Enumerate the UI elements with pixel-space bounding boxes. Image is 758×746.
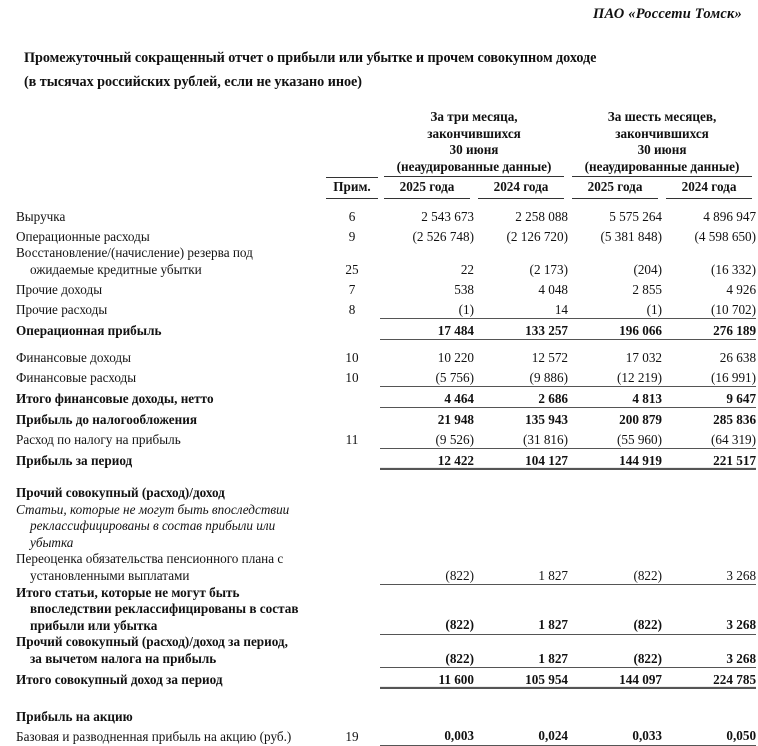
row-value: 2 543 673 [421,208,474,224]
row-value: 4 926 [726,282,757,298]
row-value: (822) [380,551,474,584]
row-value: 276 189 [662,319,756,340]
row-label: Выручка [16,208,66,224]
table-row-subtotal [16,319,756,340]
row-label-line1: Переоценка обязательства пенсионного плана с [16,551,284,567]
table-row [16,346,756,366]
company-name: ПАО «Россети Томск» [592,6,742,22]
row-value [474,502,568,552]
header-col-6m-2025 [568,177,662,199]
row-value: (5 381 848) [600,228,663,244]
row-value: 17 032 [625,350,663,365]
row-value [474,705,568,725]
row-value: 104 127 [474,449,568,470]
header-col-3m-2024 [474,177,568,199]
table-header [16,109,756,205]
table-row-eps [16,725,756,745]
row-label-line2: ожидаемые кредитные убытки [30,261,202,277]
row-value: 2 686 [474,387,568,408]
header-col-label: 2025 года [384,179,470,199]
row-note: 7 [348,282,356,298]
row-value: 4 813 [568,387,662,408]
row-value: (16 991) [662,367,756,387]
row-note [324,387,380,408]
row-value: (2 526 748) [412,228,474,244]
row-value: 196 066 [568,319,662,340]
row-note: 19 [345,728,359,744]
row-label-line2: установленными выплатами [30,568,190,584]
row-label-line3: прибыли или убытка [30,617,158,633]
row-label-line2: реклассифицированы в состав прибыли или [30,518,276,534]
row-value: 200 879 [619,412,663,428]
row-value: 4 464 [380,387,474,408]
row-label-line1: Восстановление/(начисление) резерва под [16,245,253,261]
table-row-subtotal [16,634,756,667]
row-label: Итого совокупный доход за период [16,672,223,687]
row-value: 3 268 [662,634,756,667]
row-value: 133 257 [474,319,568,340]
group-line-4: (неаудированные данные) [572,159,752,178]
row-value: 221 517 [662,449,756,470]
row-value: (822) [568,551,662,584]
group-line-4: (неаудированные данные) [384,159,564,178]
row-value: (31 816) [474,429,568,449]
spacer-row [16,470,756,482]
row-value: 105 954 [474,668,568,689]
header-note-label: Прим. [326,177,378,199]
row-label-line1: Статьи, которые не могут быть впоследствии [16,501,290,517]
row-value: (1) [568,299,662,319]
group-line-3: 30 июня [637,142,687,158]
row-value [380,705,474,725]
table-row-subtotal [16,585,756,635]
table-row [16,279,756,299]
row-note: 11 [345,432,359,448]
header-group-six-months [568,109,756,177]
table-row [16,429,756,449]
row-value: 11 600 [380,668,474,689]
row-value: (1) [380,299,474,319]
row-value: (9 526) [380,429,474,449]
group-line-1: За три месяца, [430,109,518,124]
row-label: Базовая и разводненная прибыль на акцию (руб.) [16,728,292,744]
table-row [16,551,756,584]
row-value: 5 575 264 [609,208,663,224]
table-row [16,225,756,245]
row-value: 10 220 [437,350,474,365]
row-note [324,481,380,501]
header-col-label: 2024 года [666,179,752,199]
table-row [16,367,756,387]
row-value [474,481,568,501]
header-column-row [16,177,756,199]
row-value: (16 332) [710,261,757,277]
row-value: 144 919 [568,449,662,470]
row-label-wrapped [16,245,324,278]
row-value: 22 [460,261,474,277]
header-spacer-note [324,109,380,177]
row-value: 14 [474,299,568,319]
row-note [324,585,380,635]
group-line-2: закончившихся [615,125,709,141]
header-group-three-months [380,109,568,177]
row-value [662,705,756,725]
header-col-3m-2025 [380,177,474,199]
row-label: Итого финансовые доходы, нетто [16,391,214,407]
row-value: 538 [454,282,474,298]
row-note [324,634,380,667]
header-spacer [16,109,324,177]
row-value: 135 943 [525,412,569,428]
row-note: 9 [348,228,356,244]
row-value: 1 827 [474,585,568,635]
row-value: 0,050 [662,725,756,745]
row-label: Прибыль на акцию [16,708,133,724]
row-value: (5 756) [380,367,474,387]
row-value [380,502,474,552]
table-body [16,205,756,746]
row-value [380,481,474,501]
row-value: 4 896 947 [703,208,757,224]
table-row-subtotal [16,408,756,429]
row-value [568,481,662,501]
header-col-label: 2024 года [478,179,564,199]
row-value: (4 598 650) [694,228,757,244]
row-value: (12 219) [568,367,662,387]
header-col-label: 2025 года [572,179,658,199]
page-subtitle: (в тысячах российских рублей, если не указано иное) [24,74,362,90]
row-value: 2 258 088 [515,208,569,224]
row-value: 4 048 [538,282,569,298]
row-label: Прочие доходы [16,282,103,298]
row-note [324,408,380,429]
row-value: 224 785 [662,668,756,689]
row-note [324,551,380,584]
row-value: (64 319) [662,429,756,449]
row-note [324,668,380,689]
row-label: Расход по налогу на прибыль [16,432,181,448]
row-label-wrapped [16,551,324,584]
table-row [16,245,756,278]
row-label-line1: Итого статьи, которые не могут быть [16,584,240,600]
row-value: (10 702) [662,299,756,319]
row-value: 26 638 [719,350,757,365]
row-value: 12 572 [531,350,569,365]
row-value [568,502,662,552]
row-value: 17 484 [380,319,474,340]
row-note: 10 [345,350,359,365]
group-line-2: закончившихся [427,125,521,141]
row-note: 8 [348,302,356,318]
row-label-line1: Прочий совокупный (расход)/доход за период, [16,634,288,650]
table-row-section-heading [16,481,756,501]
row-value [662,502,756,552]
row-value: (822) [380,634,474,667]
row-label: Финансовые доходы [16,350,131,365]
row-label: Финансовые расходы [16,370,137,386]
table-row-total [16,449,756,470]
row-label: Операционная прибыль [16,323,162,339]
row-note [324,705,380,725]
row-label: Операционные расходы [16,228,150,244]
table-row [16,205,756,225]
row-label-wrapped [16,634,324,667]
table-row [16,299,756,319]
row-value: (55 960) [568,429,662,449]
row-value: 1 827 [474,634,568,667]
spacer-row [16,689,756,706]
header-col-6m-2024 [662,177,756,199]
row-value: (9 886) [474,367,568,387]
header-group-row [16,109,756,177]
row-note [324,502,380,552]
group-line-1: За шесть месяцев, [607,109,717,124]
row-value: 12 422 [380,449,474,470]
row-note [324,319,380,340]
row-value: 0,003 [380,725,474,745]
table-row-total [16,668,756,689]
row-label-line2: впоследствии реклассифицированы в состав [30,601,299,617]
group-line-3: 30 июня [449,142,499,158]
row-note: 10 [345,370,359,386]
financial-statement-table [16,109,756,746]
row-value: 21 948 [437,412,474,428]
row-value: (204) [633,261,663,277]
row-label-wrapped [16,502,324,552]
row-value: (822) [380,585,474,635]
row-label-line3: убытка [30,534,74,550]
row-label-wrapped [16,585,324,635]
table-row-section-heading [16,705,756,725]
row-label: Прибыль за период [16,453,133,469]
table-row-italic-note [16,502,756,552]
page-title: Промежуточный сокращенный отчет о прибыли или убытке и прочем совокупном доходе [24,50,597,66]
row-label: Прочие расходы [16,302,108,318]
row-value: 3 268 [662,551,756,584]
row-label: Прибыль до налогообложения [16,412,197,428]
row-value: 3 268 [662,585,756,635]
row-value: (822) [568,634,662,667]
row-value: 285 836 [713,412,757,428]
row-value: 9 647 [662,387,756,408]
row-value: 144 097 [568,668,662,689]
row-note [324,449,380,470]
row-value: 0,024 [474,725,568,745]
row-note: 6 [348,208,356,224]
row-label-line2: за вычетом налога на прибыль [30,651,217,666]
row-value: (822) [568,585,662,635]
row-note: 25 [345,261,359,277]
header-note-column [324,177,380,199]
row-value: (2 173) [529,261,569,277]
row-label: Прочий совокупный (расход)/доход [16,485,225,501]
row-value [662,481,756,501]
row-value: 2 855 [632,282,663,298]
row-value: 0,033 [568,725,662,745]
row-value: (2 126 720) [506,228,569,244]
table-row-subtotal [16,387,756,408]
row-value [568,705,662,725]
row-value: 1 827 [474,551,568,584]
header-label-blank [16,177,324,199]
